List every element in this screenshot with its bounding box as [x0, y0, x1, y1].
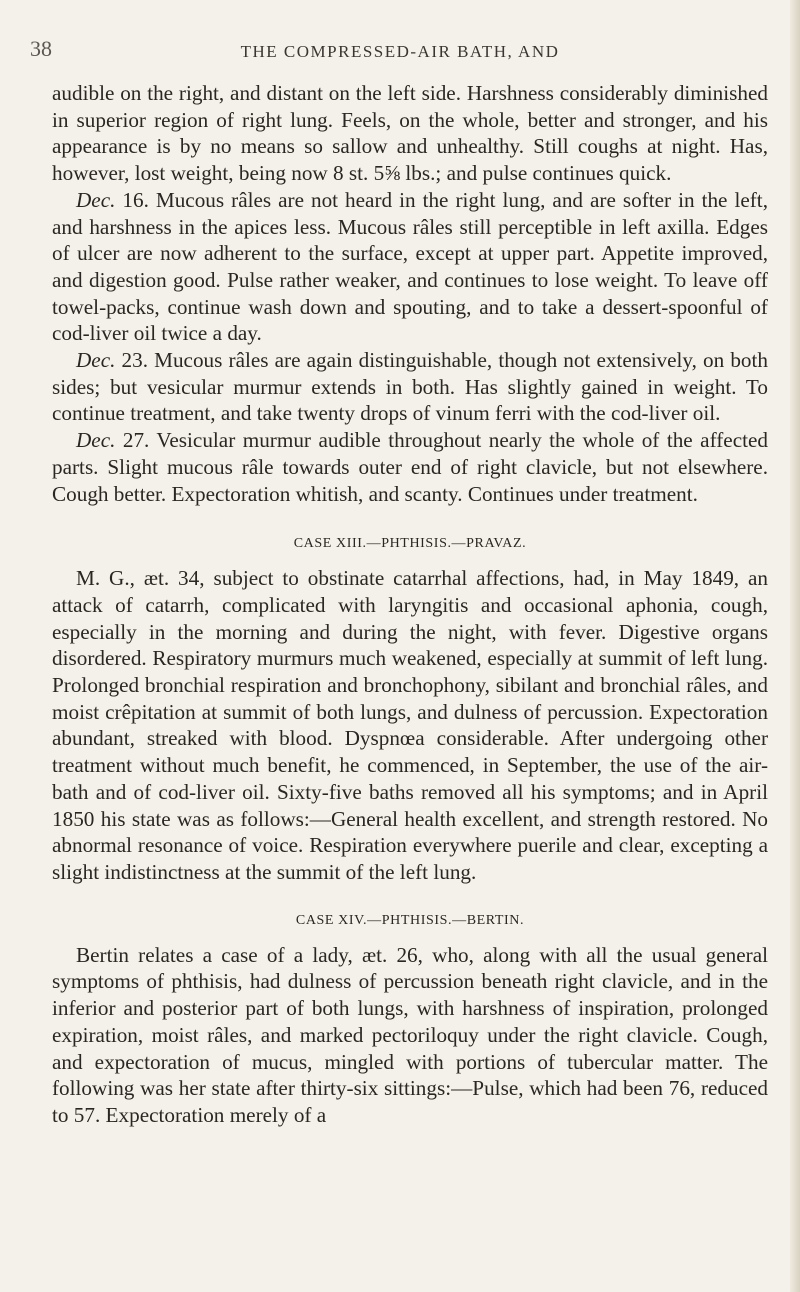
page-number: 38 — [30, 36, 52, 61]
case-xiii-text: M. G., æt. 34, subject to obstinate catarrhal affections, had, in May 1849, an attack of catarrh, complicated with laryngitis and occasional aphonia, cough, especially in the morning and during the night, with fever. Digestive organs disordered. Respiratory murmurs much weakened, especially at summit of left lung. Prolonged bronchial respiration and bronchophony, sibilant and bronchial râles, and moist crêpitation at summit of both lungs, and dulness of percussion. Expectoration abundant, streaked with blood. Dyspnœa considerable. After undergoing other treatment without much benefit, he commenced, in September, the use of the air-bath and of cod-liver oil. Sixty-five baths removed all his symptoms; and in April 1850 his state was as follows:—General health excellent, and strength restored. No abnormal resonance of voice. Respiration everywhere puerile and clear, excepting a slight indistinctness at the summit of the left lung. — [52, 566, 768, 884]
page-body — [52, 80, 768, 1129]
page-edge — [790, 0, 800, 1292]
entry-text: 16. Mucous râles are not heard in the right lung, and are softer in the left, and harshness in the apices less. Mucous râles still perceptible in left axilla. Edges of ulcer are now adherent to the surface, except at upper part. Appetite improved, and digestion good. Pulse rather weaker, and continues to lose weight. To leave off towel-packs, continue wash down and spouting, and to take a dessert-spoonful of cod-liver oil twice a day. — [52, 187, 768, 346]
entry-text: 27. Vesicular murmur audible throughout nearly the whole of the affected parts. Slight mucous râle towards outer end of right clavicle, but not elsewhere. Cough better. Expectoration whitish, and scanty. Continues under treatment. — [52, 428, 768, 506]
entry-date: Dec. — [76, 428, 116, 453]
paragraph-continued — [52, 80, 768, 187]
running-title: THE COMPRESSED-AIR BATH, AND — [240, 42, 560, 61]
case-xiii-heading: CASE XIII.—PHTHISIS.—PRAVAZ. — [293, 536, 527, 552]
case-xiv-heading: CASE XIV.—PHTHISIS.—BERTIN. — [295, 912, 525, 928]
diary-entry-dec-27 — [52, 427, 768, 507]
entry-date: Dec. — [76, 348, 116, 373]
entry-text: 23. Mucous râles are again distinguishable, though not extensively, on both sides; but vesicular murmur extends in both. Has slightly gained in weight. To continue treatment, and take twenty drops of vinum ferri with the cod-liver oil. — [52, 348, 768, 426]
case-xiv-text: Bertin relates a case of a lady, æt. 26, who, along with all the usual general symptoms of phthisis, had dulness of percussion beneath right clavicle, and in the inferior and posterior part of both lungs, with harshness of inspiration, prolonged expiration, moist râles, and marked pectoriloquy under the right clavicle. Cough, and expectoration of mucus, mingled with portions of tubercular matter. The following was her state after thirty-six sittings:—Pulse, which had been 76, reduced to 57. Expectoration merely of a — [52, 942, 768, 1127]
diary-entry-dec-23 — [52, 347, 768, 427]
diary-entry-dec-16 — [52, 187, 768, 347]
paragraph-text: audible on the right, and distant on the left side. Harshness considerably diminished in superior region of right lung. Feels, on the whole, better and stronger, and his appearance is by no means so sallow and unhealthy. Still coughs at night. Has, however, lost weight, being now 8 st. 5⅝ lbs.; and pulse continues quick. — [52, 81, 768, 186]
entry-date: Dec. — [76, 187, 116, 212]
